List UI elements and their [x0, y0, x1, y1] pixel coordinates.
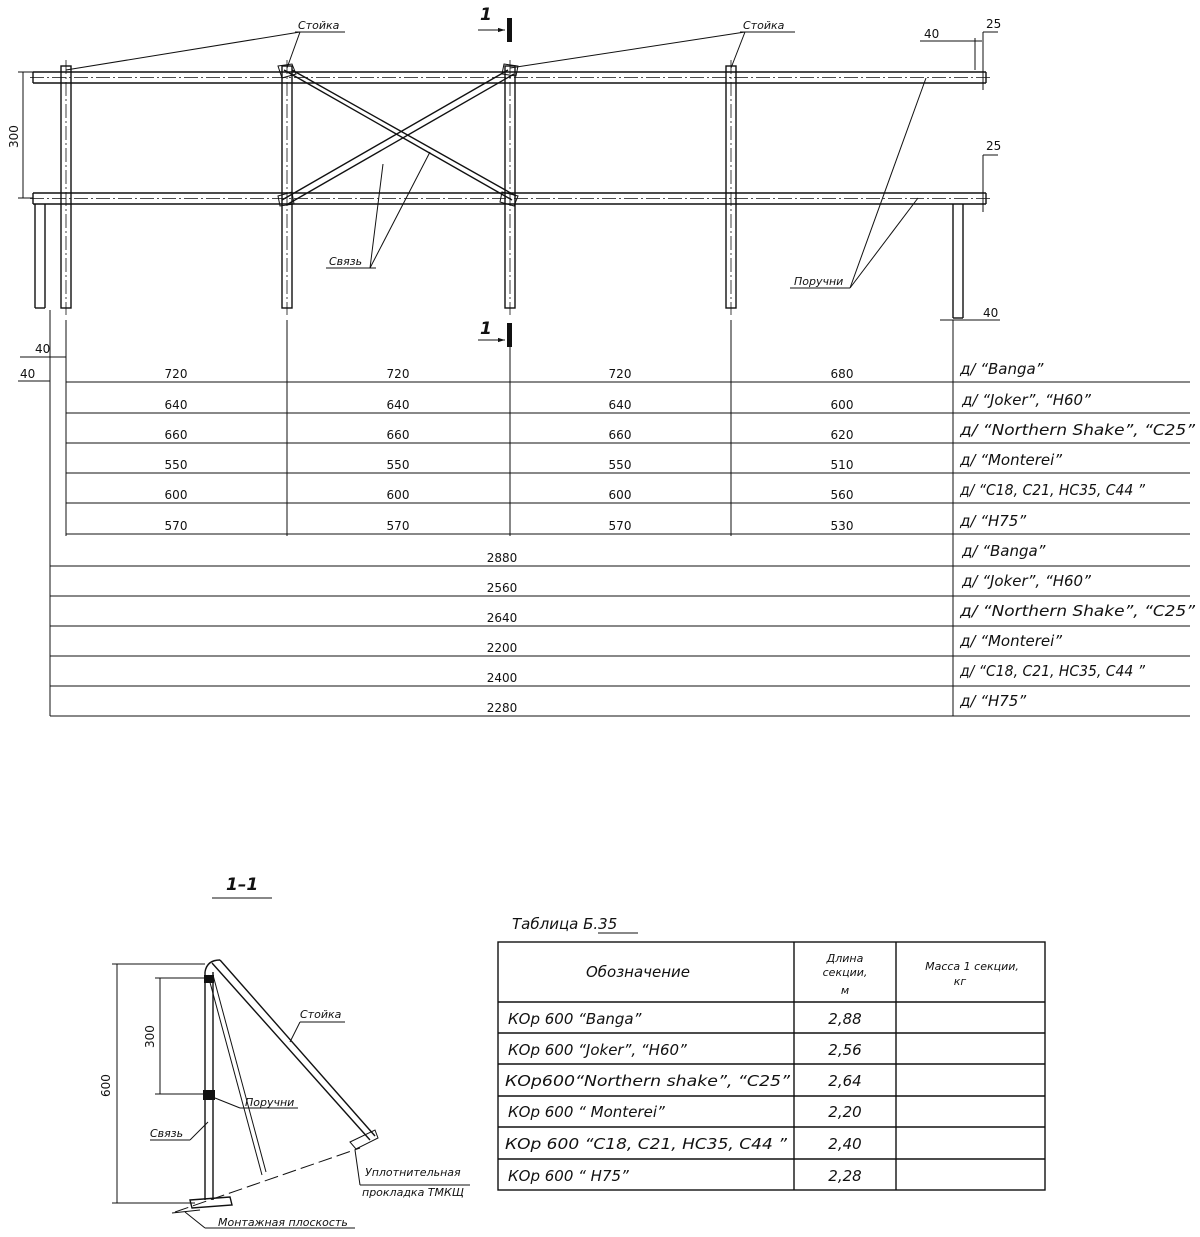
svg-text:д/ “Banga”: д/ “Banga” — [960, 360, 1044, 378]
span-row — [66, 481, 1190, 503]
svg-text:530: 530 — [830, 519, 854, 533]
front-view — [7, 5, 1001, 381]
header-mass-2: кг — [953, 975, 967, 988]
svg-text:510: 510 — [830, 458, 854, 472]
post-label-2: Стойка — [743, 19, 785, 32]
svg-text:660: 660 — [608, 428, 632, 442]
span-row — [66, 421, 1195, 443]
svg-text:КОр 600 “С18, С21, НС35, С44 ”: КОр 600 “С18, С21, НС35, С44 ” — [505, 1135, 788, 1153]
header-length-2: секции, — [822, 966, 868, 979]
header-designation: Обозначение — [585, 963, 691, 981]
svg-text:д/ “С18, С21, НС35, С44 ”: д/ “С18, С21, НС35, С44 ” — [959, 662, 1146, 680]
svg-text:600: 600 — [608, 488, 632, 502]
svg-text:1: 1 — [480, 319, 492, 339]
svg-text:40: 40 — [924, 27, 940, 41]
svg-text:2,64: 2,64 — [828, 1072, 862, 1090]
post — [505, 60, 515, 315]
svg-text:д/ “Northern Shake”, “С25”: д/ “Northern Shake”, “С25” — [958, 602, 1196, 620]
svg-text:д/ “Northern Shake”, “С25”: д/ “Northern Shake”, “С25” — [958, 421, 1196, 439]
x-bracing — [278, 64, 518, 206]
svg-text:2640: 2640 — [486, 611, 518, 625]
header-mass-1: Масса 1 секции, — [925, 960, 1019, 973]
total-dimension-chains — [50, 542, 1195, 716]
svg-text:2,40: 2,40 — [828, 1135, 862, 1153]
svg-text:2400: 2400 — [486, 671, 518, 685]
dim-left-offsets — [18, 342, 66, 381]
total-row — [50, 572, 1190, 596]
svg-text:2,28: 2,28 — [828, 1167, 862, 1185]
header-length-3: м — [840, 984, 850, 997]
svg-text:550: 550 — [608, 458, 632, 472]
svg-text:720: 720 — [386, 367, 410, 381]
svg-text:640: 640 — [164, 398, 188, 412]
svg-text:720: 720 — [608, 367, 632, 381]
post — [61, 60, 71, 315]
section-title: 1–1 — [226, 875, 259, 895]
section-rails-label: Поручни — [245, 1096, 295, 1109]
svg-text:720: 720 — [164, 367, 188, 381]
svg-text:2,88: 2,88 — [828, 1010, 862, 1028]
svg-text:680: 680 — [830, 367, 854, 381]
svg-text:600: 600 — [164, 488, 188, 502]
svg-text:д/ “Joker”, “Н60”: д/ “Joker”, “Н60” — [962, 572, 1091, 590]
svg-text:550: 550 — [164, 458, 188, 472]
svg-text:560: 560 — [830, 488, 854, 502]
mount-plane-label: Монтажная плоскость — [218, 1216, 348, 1229]
svg-text:600: 600 — [99, 1074, 113, 1097]
table-row — [508, 1103, 862, 1121]
table-row — [508, 1041, 862, 1059]
table-caption: Таблица Б.35 — [512, 915, 618, 933]
svg-text:КОр 600 “Joker”, “Н60”: КОр 600 “Joker”, “Н60” — [508, 1041, 687, 1059]
span-row — [66, 451, 1190, 473]
svg-text:д/ “Banga”: д/ “Banga” — [962, 542, 1046, 560]
gasket-label-line1: Уплотнительная — [365, 1166, 461, 1179]
svg-text:570: 570 — [608, 519, 632, 533]
svg-text:2,20: 2,20 — [828, 1103, 862, 1121]
svg-text:570: 570 — [164, 519, 188, 533]
table-b35 — [498, 915, 1045, 1190]
section-bracing-label: Связь — [150, 1127, 184, 1140]
total-row — [50, 692, 1190, 716]
svg-text:КОр600“Northern shake”, “С25”: КОр600“Northern shake”, “С25” — [505, 1072, 791, 1090]
svg-text:д/ “Monterei”: д/ “Monterei” — [960, 451, 1063, 469]
svg-text:д/ “Н75”: д/ “Н75” — [960, 692, 1027, 710]
svg-text:КОр 600 “ Monterei”: КОр 600 “ Monterei” — [508, 1103, 665, 1121]
total-row — [50, 542, 1190, 566]
leaders — [66, 32, 926, 288]
svg-text:д/ “Joker”, “Н60”: д/ “Joker”, “Н60” — [962, 391, 1091, 409]
svg-text:640: 640 — [386, 398, 410, 412]
svg-text:2560: 2560 — [486, 581, 518, 595]
svg-text:600: 600 — [386, 488, 410, 502]
svg-text:2280: 2280 — [486, 701, 518, 715]
gasket-label-line2: прокладка ТМКЩ — [362, 1186, 464, 1199]
svg-text:1: 1 — [480, 5, 492, 25]
svg-text:660: 660 — [164, 428, 188, 442]
dim-height-300 — [7, 72, 33, 198]
svg-text:570: 570 — [386, 519, 410, 533]
svg-text:25: 25 — [986, 17, 1002, 31]
svg-text:600: 600 — [830, 398, 854, 412]
svg-text:2,56: 2,56 — [828, 1041, 862, 1059]
svg-text:40: 40 — [35, 342, 51, 356]
svg-text:2880: 2880 — [486, 551, 518, 565]
svg-text:300: 300 — [143, 1025, 157, 1048]
span-row — [66, 391, 1190, 413]
total-row — [50, 662, 1190, 686]
svg-text:640: 640 — [608, 398, 632, 412]
svg-text:620: 620 — [830, 428, 854, 442]
post — [726, 60, 736, 315]
svg-text:2200: 2200 — [486, 641, 518, 655]
total-row — [50, 602, 1195, 626]
section-mark-top — [478, 5, 512, 42]
table-row — [505, 1135, 862, 1153]
svg-text:300: 300 — [7, 125, 21, 148]
header-length-1: Длина — [826, 952, 864, 965]
svg-text:40: 40 — [983, 306, 999, 320]
svg-text:КОр 600 “ Н75”: КОр 600 “ Н75” — [508, 1167, 629, 1185]
rails-label: Поручни — [794, 275, 844, 288]
svg-text:550: 550 — [386, 458, 410, 472]
span-row — [66, 360, 1190, 382]
bracing-label: Связь — [329, 255, 363, 268]
table-row — [508, 1167, 862, 1185]
end-stub — [35, 204, 963, 318]
svg-text:25: 25 — [986, 139, 1002, 153]
total-row — [50, 632, 1190, 656]
table-row — [508, 1010, 862, 1028]
section-1-1 — [99, 875, 470, 1229]
span-dimension-chains — [50, 310, 1195, 716]
section-post-label: Стойка — [300, 1008, 342, 1021]
svg-text:д/ “С18, С21, НС35, С44 ”: д/ “С18, С21, НС35, С44 ” — [959, 481, 1146, 499]
svg-text:660: 660 — [386, 428, 410, 442]
span-row — [66, 512, 1190, 534]
post — [282, 60, 292, 315]
svg-text:КОр 600 “Banga”: КОр 600 “Banga” — [508, 1010, 642, 1028]
svg-text:40: 40 — [20, 367, 36, 381]
section-mark-bottom — [478, 319, 512, 347]
post-label-1: Стойка — [298, 19, 340, 32]
svg-text:д/ “Н75”: д/ “Н75” — [960, 512, 1027, 530]
table-row — [505, 1072, 862, 1090]
svg-text:д/ “Monterei”: д/ “Monterei” — [960, 632, 1063, 650]
dim-right-offsets — [920, 17, 1001, 320]
